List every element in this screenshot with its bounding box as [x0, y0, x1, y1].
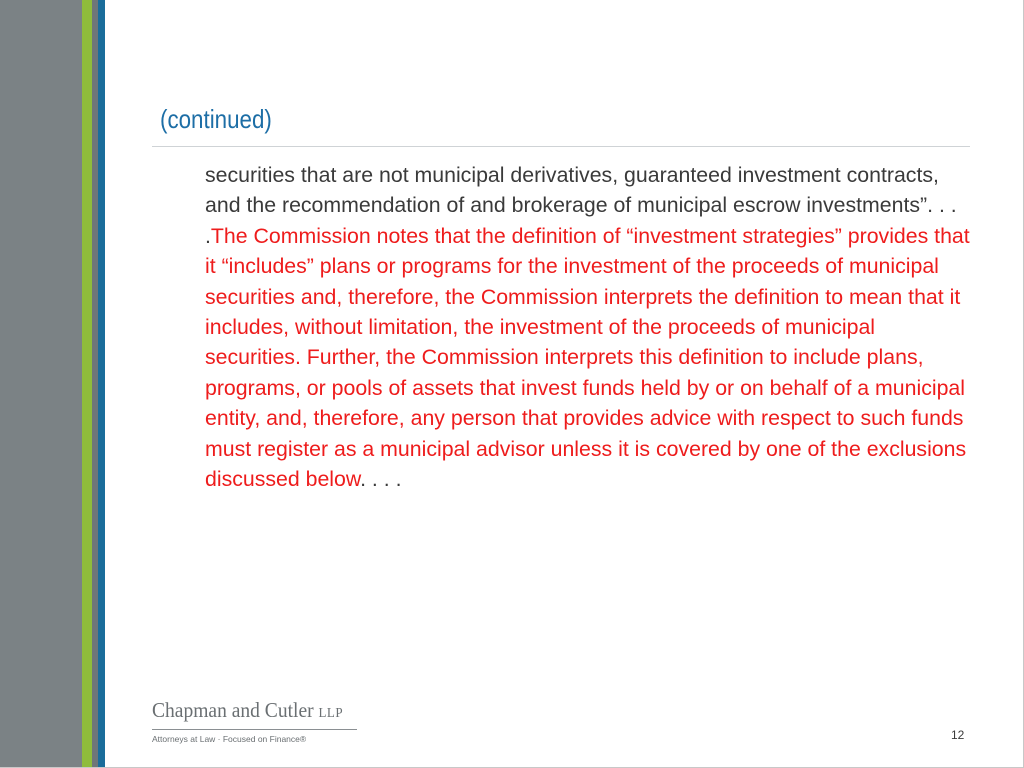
- slide-title: (continued): [160, 104, 272, 134]
- body-text: [205, 160, 975, 494]
- firm-logo: [152, 698, 367, 744]
- title-divider: [152, 146, 970, 147]
- logo-tagline: Attorneys at Law · Focused on Finance®: [152, 734, 307, 744]
- logo-wordmark: [152, 698, 352, 726]
- logo-name: Chapman and Cutler: [152, 698, 314, 722]
- logo-suffix: LLP: [318, 706, 344, 721]
- left-stripe-green: [82, 0, 92, 767]
- left-stripe-blue: [98, 0, 105, 767]
- body-text-plain: securities that are not municipal derivatives, guaranteed investment contracts, and the recommendation of and brokerage of municipal escrow investments”. . . .: [205, 163, 957, 248]
- page-number: 12: [951, 728, 965, 742]
- body-text-ellipsis: . . . .: [360, 467, 402, 492]
- body-text-highlighted: The Commission notes that the definition of “investment strategies” provides that it “includes” plans or programs for the investment of the proceeds of municipal securities and, therefore, the Commission interprets the definition to mean that it includes, without limitation, the investment of the proceeds of municipal securities. Further, the Commission interprets this definition to include plans, programs, or pools of assets that invest funds held by or on behalf of a municipal entity, and, therefore, any person that provides advice with respect to such funds must register as a municipal advisor unless it is covered by one of the exclusions discussed below: [205, 223, 970, 492]
- logo-divider: [152, 729, 357, 730]
- left-stripe-gray: [0, 0, 82, 767]
